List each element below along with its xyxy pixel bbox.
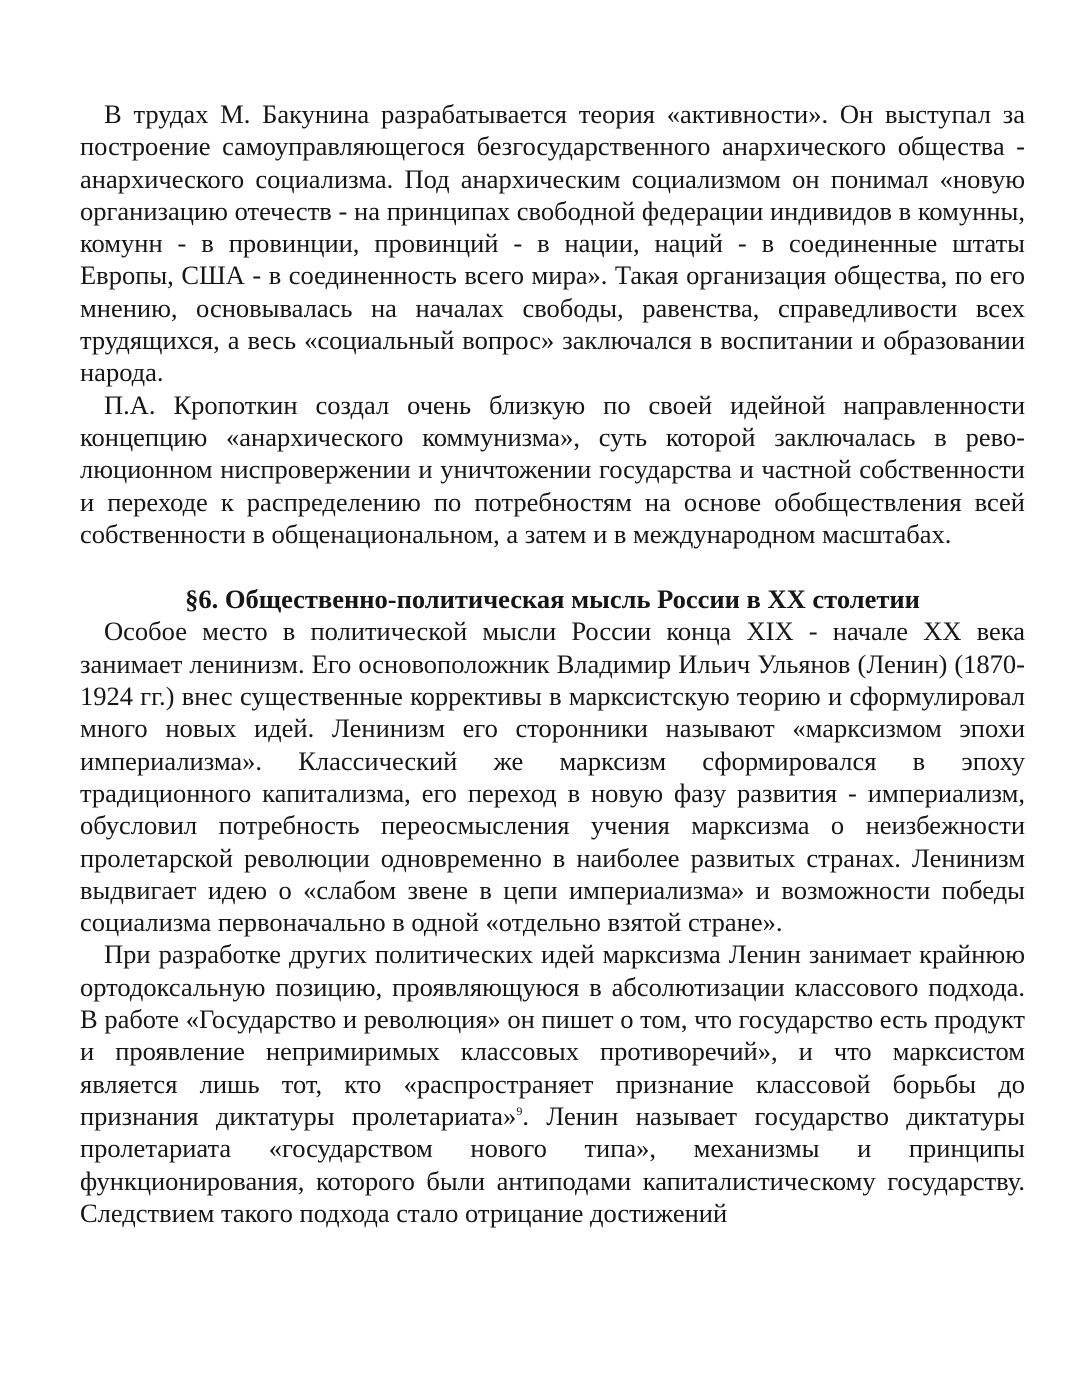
section-heading: §6. Общественно-политическая мысль России в XX столетии [185,584,920,615]
paragraph-leninism: Особое место в политической мысли России конца XIX - начале XX века занимает ленинизм. Его основоположник Владимир Ильич Ульянов (Ленин) (1870-1924 гг.) внес существенные коррективы в марксистскую теорию и сформулировал много новых идей. Ленинизм его сторонники называют «марксизмом эпохи империализма». Классический же марксизм сформировался в эпоху традиционного капитализма, его переход в новую фазу развития - империализм, обусловил потребность переосмысления учения марксизма о неизбежности пролетарской революции одновременно в наиболее развитых странах. Ленинизм выдвигает идею о «слабом звене в цепи империализма» и возможности победы социализма первоначально в одной «отдельно взятой стране». [80,616,1025,938]
paragraph-text-part: . Ленин называет государство диктатуры пролетариата «государством нового типа», механизмы и принципы функционирования, которого были антиподами капиталистическому государству. Следствием такого подхода стало отрицание достижений [80,1100,1025,1228]
footnote-marker[interactable]: 9 [516,1104,523,1119]
paragraph-kropotkin: П.А. Кропоткин создал очень близкую по своей идейной направленности концепцию «анархического коммунизма», суть которой заключалась в революционном ниспровержении и уничтожении государства и частной собственности и переходе к распределению по потребностям на основе обобществления всей собственности в общенациональном, а затем и в международном масштабах. [80,389,1025,549]
document-page [80,98,1025,1229]
paragraph-lenin-state [80,938,1025,1229]
paragraph-text-part: При разработке других политических идей марксизма Ленин занимает крайнюю ортодоксальную позицию, проявляющуюся в абсолютизации классового подхода. В работе «Государство и революция» он пишет о том, что государство есть продукт и проявление непримиримых классовых противоречий», и что марксистом является лишь тот, кто «распространяет признание классовой борьбы до признания диктатуры пролетариата» [80,939,1025,1131]
paragraph-bakunin: В трудах М. Бакунина разрабатывается теория «активности». Он выступал за построение самоуправляющегося безгосударственного анархического общества - анархического социализма. Под анархическим социализмом он понимал «новую организацию отечеств - на принципах свободной федерации индивидов в комунны, комунн - в провинции, провинций - в нации, наций - в соединенные штаты Европы, США - в соединенность всего мира». Такая организация общества, по его мнению, основывалась на началах свободы, равенства, справедливости всех трудящихся, а весь «социальный вопрос» заключался в воспитании и образовании народа. [80,99,1025,388]
